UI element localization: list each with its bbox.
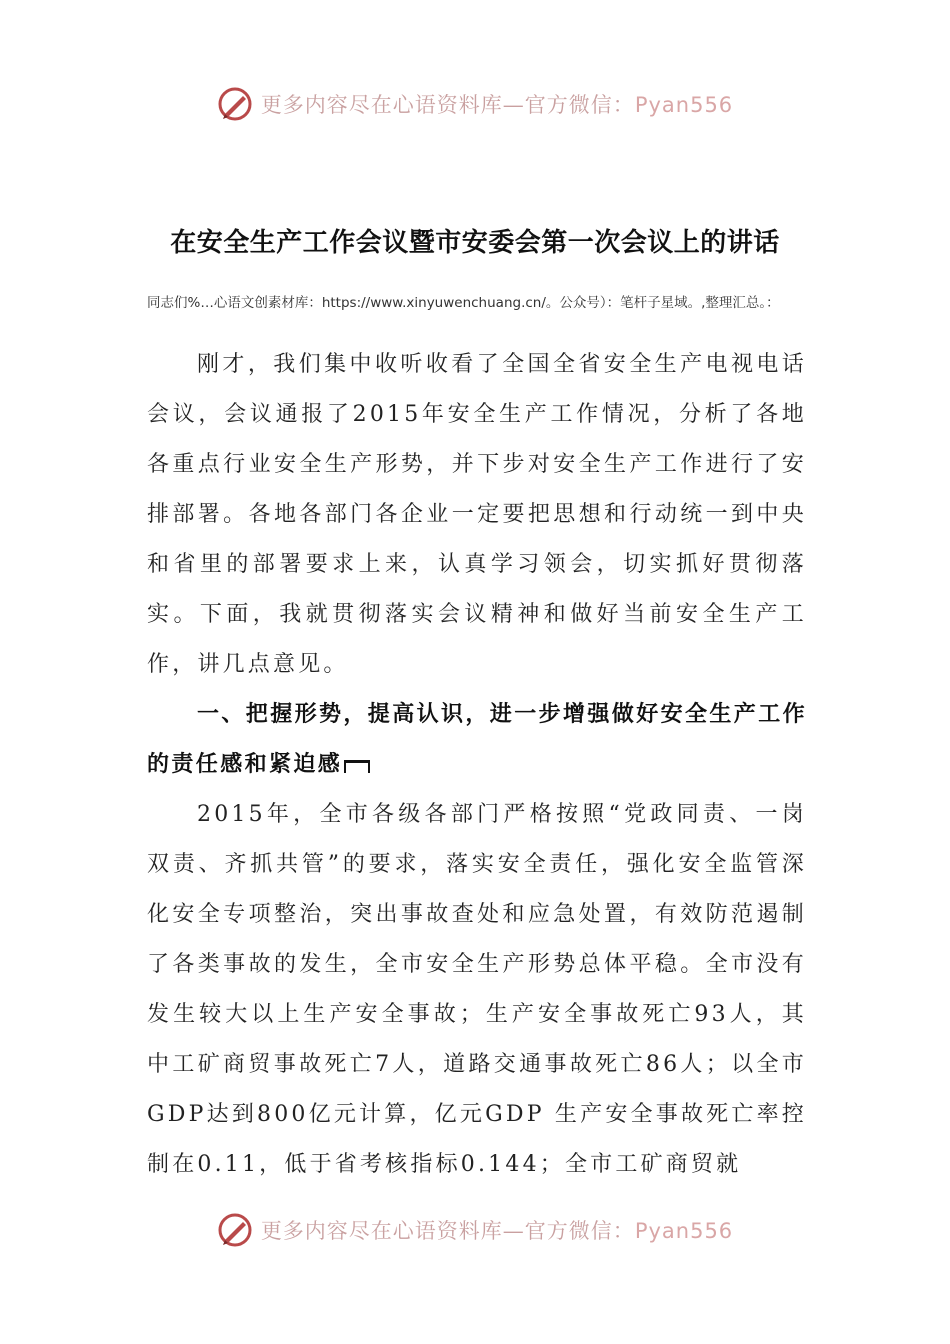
watermark-text: 更多内容尽在心语资料库—官方微信：Pyan556 [260, 93, 734, 117]
paragraph: 2015年，全市各级各部门严格按照“党政同责、一岗双责、齐抓共管”的要求，落实安全责任，强化安全监管深化安全专项整治，突出事故查处和应急处置，有效防范遏制了各类事故的发生，全市安全生产形势总体平稳。全市没有发生较大以上生产安全事故；生产安全事故死亡93人，其中工矿商贸事故死亡7人，道路交通事故死亡86人；以全市GDP达到800亿元计算，亿元GDP 生产安全事故死亡率控制在0.11，低于省考核指标0.144；全市工矿商贸就 [147, 802, 807, 1177]
pen-circle-logo-icon [217, 1212, 253, 1248]
page-title: 在安全生产工作会议暨市安委会第一次会议上的讲话 [170, 228, 780, 258]
watermark-banner-top [0, 82, 950, 126]
paragraph: 刚才，我们集中收听收看了全国全省安全生产电视电话会议，会议通报了2015年安全生产工作情况，分析了各地各重点行业安全生产形势，并下步对安全生产工作进行了安排部署。各地各部门各企业一定要把思想和行动统一到中央和省里的部署要求上来，认真学习领会，切实抓好贯彻落实。下面，我就贯彻落实会议精神和做好当前安全生产工作，讲几点意见。 [147, 352, 807, 677]
pen-circle-logo-icon [217, 86, 253, 122]
section-heading: 一、把握形势，提高认识，进一步增强做好安全生产工作的责任感和紧迫感 [147, 702, 808, 777]
source-note: 同志们%…心语文创素材库：https://www.xinyuwenchuang.cn/。公众号）：笔杆子星域。,整理汇总。： [147, 295, 780, 311]
document-body [147, 340, 807, 1190]
watermark-text: 更多内容尽在心语资料库—官方微信：Pyan556 [260, 1219, 734, 1243]
bracket-mark [344, 760, 370, 773]
watermark-banner-bottom [0, 1208, 950, 1252]
